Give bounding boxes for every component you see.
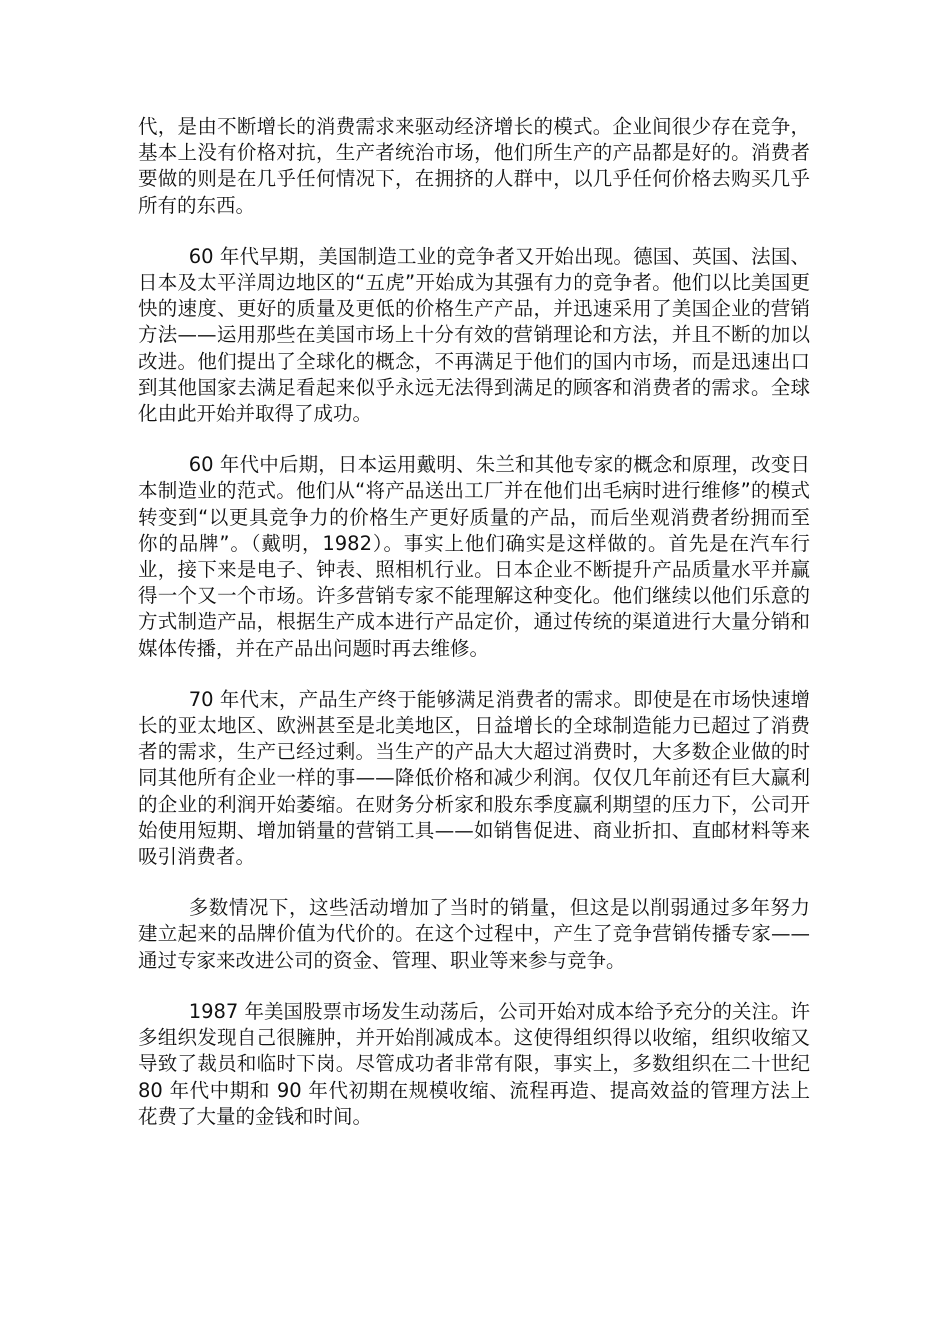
paragraph-6: 1987 年美国股票市场发生动荡后，公司开始对成本给予充分的关注。许多组织发现自己很臃肿，并开始削减成本。这使得组织得以收缩，组织收缩又导致了裁员和临时下岗。尽管成功者非常有限，事实上，多数组织在二十世纪 80 年代中期和 90 年代初期在规模收缩、流程再造、提高效益的管理方法上花费了大量的金钱和时间。 <box>138 999 811 1128</box>
paragraph-5: 多数情况下，这些活动增加了当时的销量，但这是以削弱通过多年努力建立起来的品牌价值为代价的。在这个过程中，产生了竞争营销传播专家——通过专家来改进公司的资金、管理、职业等来参与竞争。 <box>138 896 810 972</box>
paragraph-4: 70 年代末，产品生产终于能够满足消费者的需求。即使是在市场快速增长的亚太地区、欧洲甚至是北美地区，日益增长的全球制造能力已超过了消费者的需求，生产已经过剩。当生产的产品大大超过消费时，大多数企业做的时同其他所有企业一样的事——降低价格和减少利润。仅仅几年前还有巨大赢利的企业的利润开始萎缩。在财务分析家和股东季度赢利期望的压力下，公司开始使用短期、增加销量的营销工具——如销售促进、商业折扣、直邮材料等来吸引消费者。 <box>138 687 810 869</box>
paragraph-2: 60 年代早期，美国制造工业的竞争者又开始出现。德国、英国、法国、日本及太平洋周边地区的“五虎”开始成为其强有力的竞争者。他们以比美国更快的速度、更好的质量及更低的价格生产产品，并迅速采用了美国企业的营销方法——运用那些在美国市场上十分有效的营销理论和方法，并且不断的加以改进。他们提出了全球化的概念，不再满足于他们的国内市场，而是迅速出口到其他国家去满足看起来似乎永远无法得到满足的顾客和消费者的需求。全球化由此开始并取得了成功。 <box>138 244 810 426</box>
paragraph-3: 60 年代中后期，日本运用戴明、朱兰和其他专家的概念和原理，改变日本制造业的范式。他们从“将产品送出工厂并在他们出毛病时进行维修”的模式转变到“以更具竞争力的价格生产更好质量的产品，而后坐观消费者纷拥而至你的品牌”。（戴明，1982）。事实上他们确实是这样做的。首先是在汽车行业，接下来是电子、钟表、照相机行业。日本企业不断提升产品质量水平并赢得一个又一个市场。许多营销专家不能理解这种变化。他们继续以他们乐意的方式制造产品，根据生产成本进行产品定价，通过传统的渠道进行大量分销和媒体传播，并在产品出问题时再去维修。 <box>138 453 810 660</box>
paragraph-1: 代，是由不断增长的消费需求来驱动经济增长的模式。企业间很少存在竞争，基本上没有价格对抗，生产者统治市场，他们所生产的产品都是好的。消费者要做的则是在几乎任何情况下，在拥挤的人群中，以几乎任何价格去购买几乎所有的东西。 <box>138 115 810 217</box>
document-body <box>138 114 810 1155</box>
